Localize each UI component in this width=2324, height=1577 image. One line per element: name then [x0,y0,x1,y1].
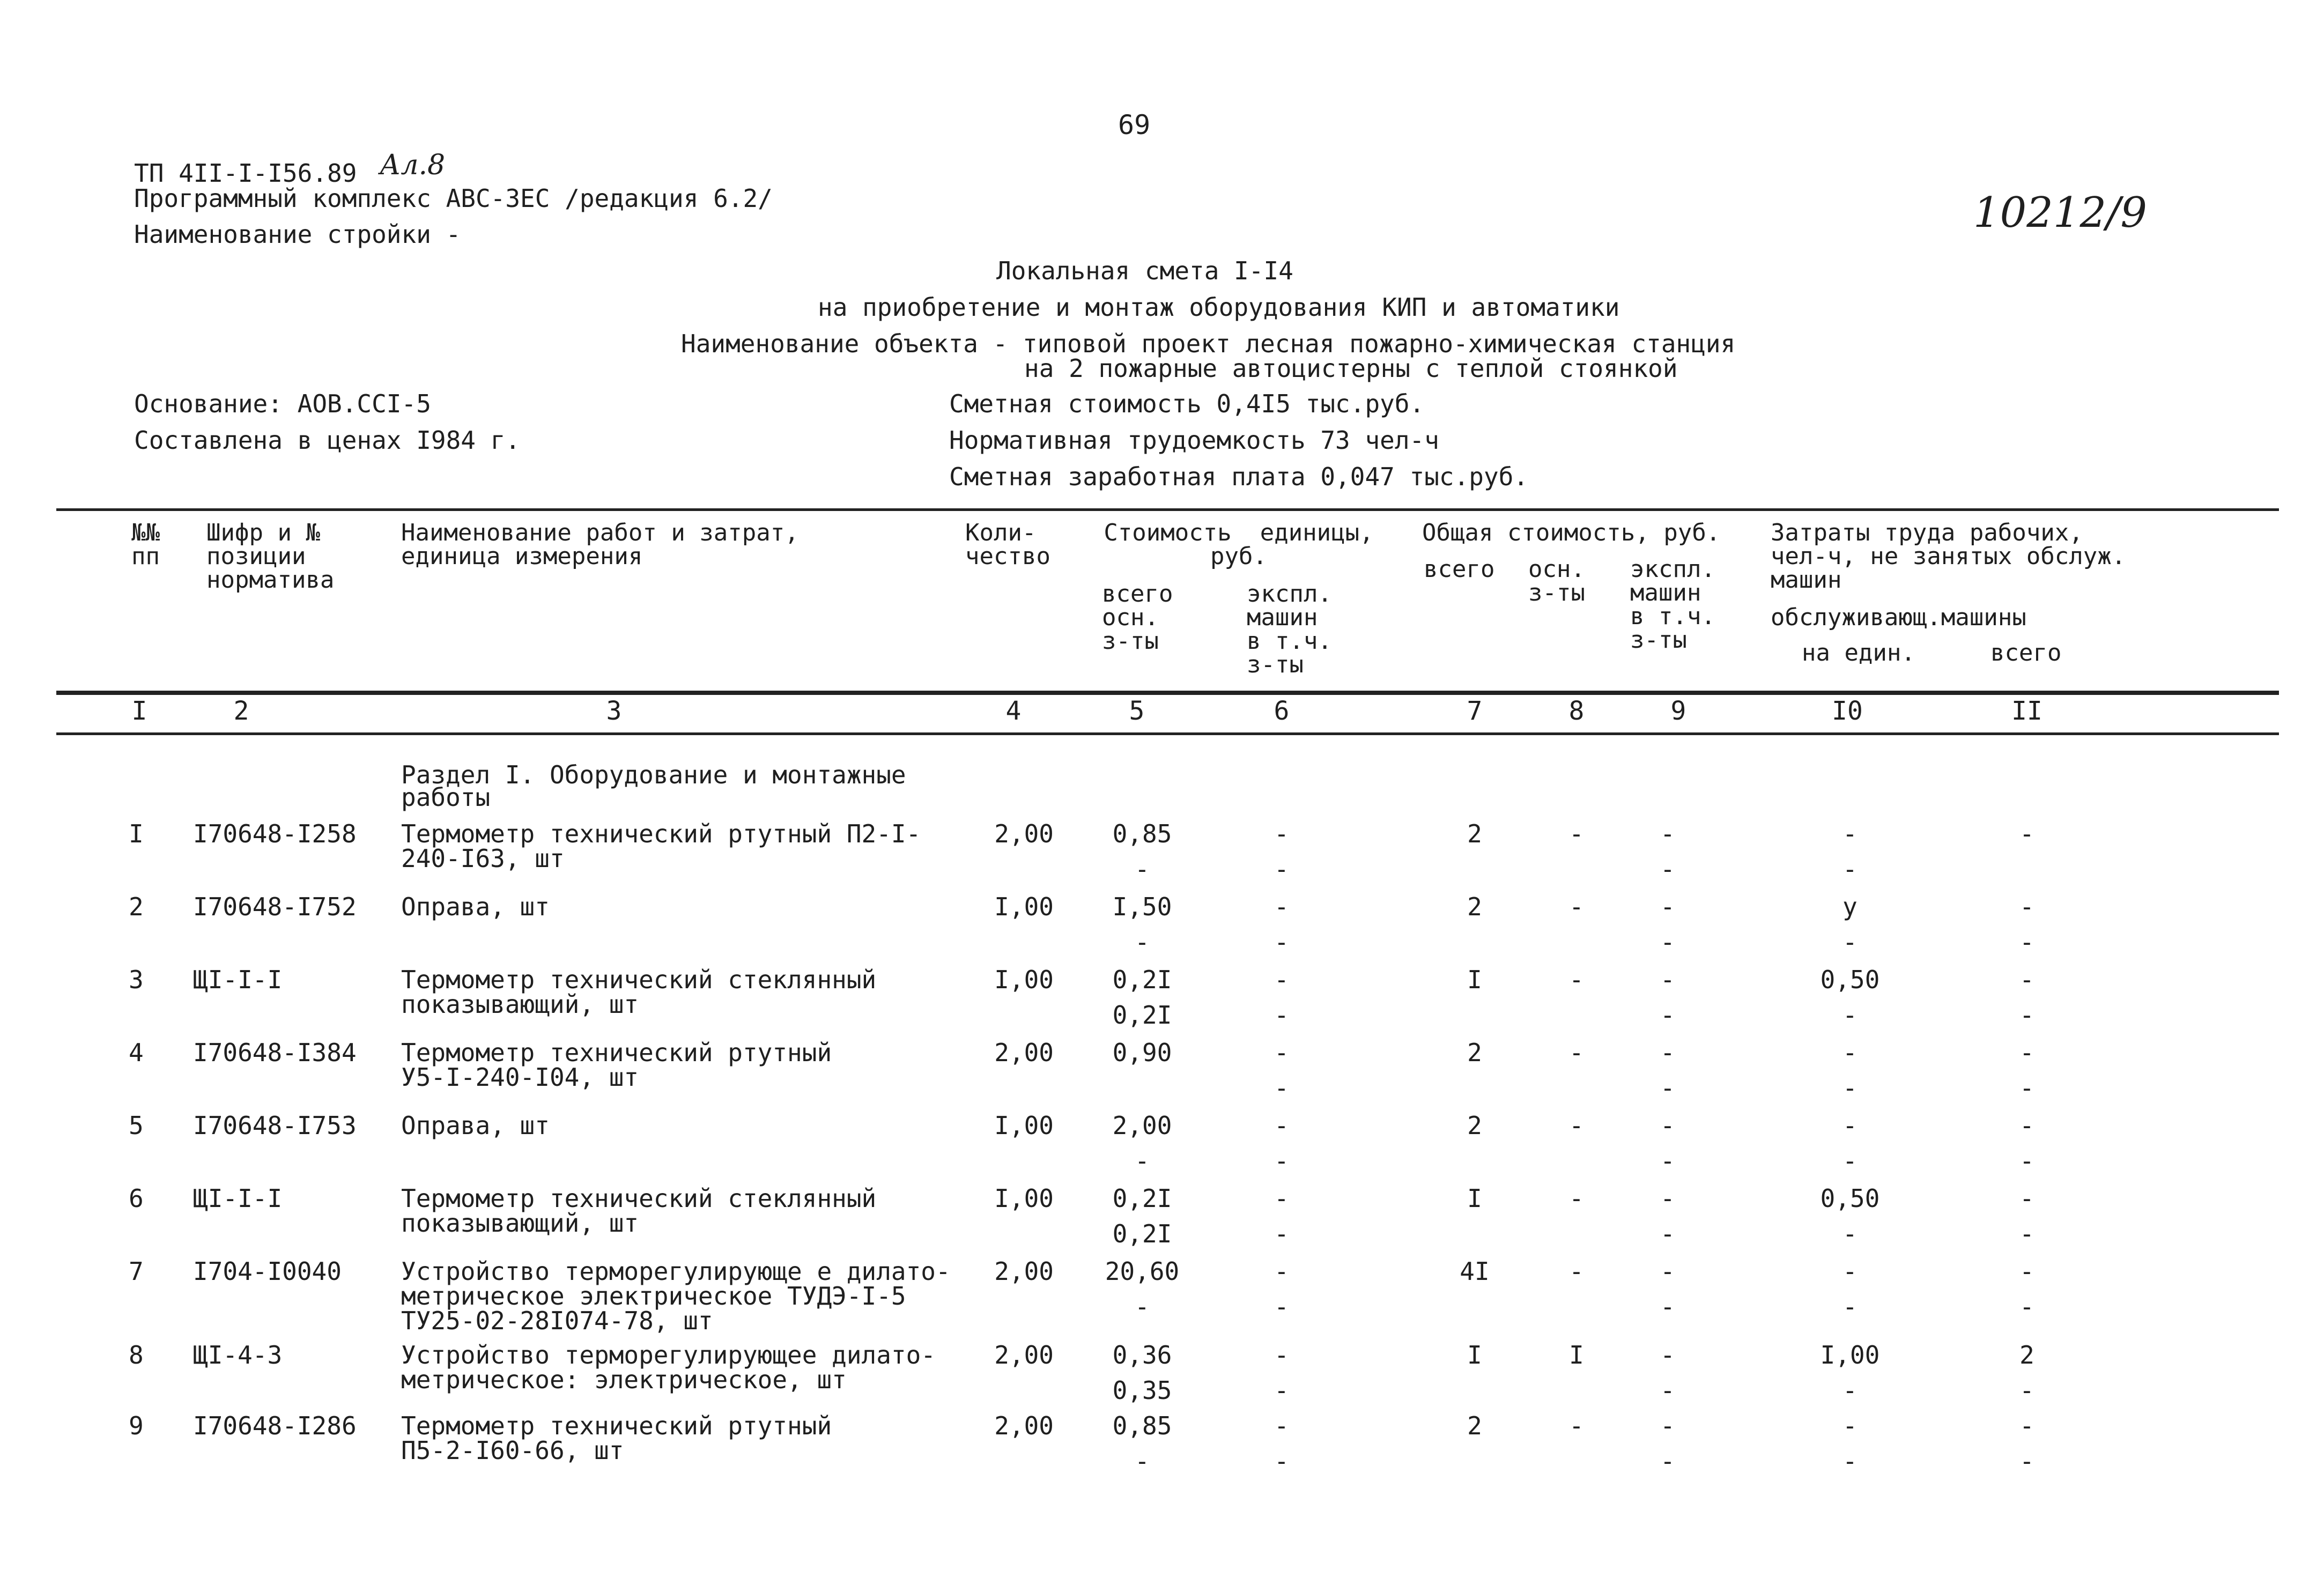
row-labor-total-machines: - [2019,1001,2034,1030]
row-labor-total: - [2019,1184,2034,1213]
row-labor-unit: - [1842,1038,1857,1067]
row-unit-total: I,50 [1112,892,1172,921]
row-total-machines: - [1660,1184,1675,1213]
row-name: Термометр технический стеклянный [401,1184,877,1213]
row-unit-machines: - [1274,1341,1289,1369]
row-total: 2 [1467,892,1482,921]
row-unit-total: 0,85 [1112,1411,1172,1440]
row-qty: 2,00 [994,1341,1054,1369]
row-number: 5 [129,1111,144,1140]
header-total-cost: Общая стоимость, руб. [1422,519,1721,546]
header-col2: Шифр и № позиции норматива [206,519,335,594]
row-labor-total-machines: - [2019,1292,2034,1321]
row-qty: I,00 [994,1111,1054,1140]
row-unit-machines-wages: - [1274,1292,1289,1321]
table-row [0,821,2324,891]
row-name: Оправа, шт [401,1111,550,1140]
row-unit-total: 20,60 [1105,1257,1180,1286]
header-top-rule [56,508,2279,511]
row-labor-total-machines: - [2019,1146,2034,1175]
row-name-cont: показывающий, шт [401,990,639,1019]
row-name: Устройство терморегулирующее дилато- [401,1341,936,1369]
row-unit-total: 0,85 [1112,819,1172,848]
header-col7: всего [1424,556,1495,583]
table-row [0,1343,2324,1412]
header-col6: экспл. машин в т.ч. з-ты [1247,580,1332,678]
row-unit-machines-wages: - [1274,1146,1289,1175]
row-total-machines: - [1660,1341,1675,1369]
header-labor-machines: обслуживающ.машины [1771,604,2026,631]
row-total-wages: - [1569,1184,1584,1213]
row-labor-unit: - [1842,1111,1857,1140]
row-labor-unit-machines: - [1842,1447,1857,1476]
row-code: I70648-I384 [193,1038,357,1067]
row-labor-unit-machines: - [1842,928,1857,957]
estimated-wages: Сметная заработная плата 0,047 тыс.руб. [949,462,1529,491]
row-name: Термометр технический стеклянный [401,965,877,994]
row-unit-machines: - [1274,892,1289,921]
basis-line: Основание: АОВ.ССI-5 [134,389,431,418]
column-number: 9 [1670,696,1686,726]
row-total-machines-wages: - [1660,1073,1675,1102]
row-unit-machines-wages: - [1274,1001,1289,1030]
row-code: I70648-I753 [193,1111,357,1140]
column-number: 2 [233,696,249,726]
row-labor-unit-machines: - [1842,1146,1857,1175]
row-code: I70648-I258 [193,819,357,848]
row-unit-wages: - [1135,1292,1150,1321]
row-total-wages: - [1569,1111,1584,1140]
row-name-cont: ТУ25-02-28I074-78, шт [401,1306,713,1335]
row-name-cont: метрическое: электрическое, шт [401,1365,847,1394]
row-unit-machines: - [1274,1111,1289,1140]
section-title: Раздел I. Оборудование и монтажные работы [401,760,906,812]
row-labor-total: - [2019,892,2034,921]
row-total-wages: I [1569,1341,1584,1369]
row-labor-total-machines: - [2019,1376,2034,1405]
row-labor-total-machines: - [2019,1447,2034,1476]
column-number: 7 [1467,696,1483,726]
table-row [0,1113,2324,1183]
row-total-wages: - [1569,819,1584,848]
row-name: Термометр технический ртутный П2-I- [401,819,921,848]
row-labor-unit: - [1842,819,1857,848]
row-labor-total-machines: - [2019,1219,2034,1248]
table-row [0,1186,2324,1256]
row-name: Термометр технический ртутный [401,1411,832,1440]
row-unit-wages: 0,2I [1112,1219,1172,1248]
object-name-line2: на 2 пожарные автоцистерны с теплой стоянкой [1024,354,1678,383]
row-total-machines-wages: - [1660,855,1675,884]
row-total-machines-wages: - [1660,1146,1675,1175]
row-name-cont: 240-I63, шт [401,844,565,873]
row-unit-wages: 0,2I [1112,1001,1172,1030]
row-qty: 2,00 [994,819,1054,848]
row-code: ЩI-I-I [193,965,283,994]
row-unit-machines: - [1274,965,1289,994]
software-line: Программный комплекс АВС-3ЕС /редакция 6.2/ [134,184,773,213]
header-bottom-rule [56,691,2279,695]
table-row [0,1413,2324,1483]
row-total-wages: - [1569,965,1584,994]
row-total: I [1467,965,1482,994]
row-qty: 2,00 [994,1257,1054,1286]
row-unit-machines: - [1274,819,1289,848]
row-qty: I,00 [994,892,1054,921]
row-code: ЩI-I-I [193,1184,283,1213]
row-code: I70648-I752 [193,892,357,921]
row-name-cont: показывающий, шт [401,1209,639,1238]
row-code: I704-I0040 [193,1257,342,1286]
object-name-line1: Наименование объекта - типовой проект лесная пожарно-химическая станция [681,329,1736,358]
table-row [0,894,2324,964]
row-unit-machines-wages: - [1274,1376,1289,1405]
archive-number-handwritten: 10212/9 [1973,189,2148,237]
row-unit-wages: 0,35 [1112,1376,1172,1405]
estimate-subtitle: на приобретение и монтаж оборудования КИП и автоматики [818,293,1620,322]
row-name: Термометр технический ртутный [401,1038,832,1067]
header-col9: экспл. машин в т.ч. з-ты [1630,556,1715,654]
row-labor-unit-machines: - [1842,1292,1857,1321]
estimate-title: Локальная смета I-I4 [996,256,1293,285]
row-name: Оправа, шт [401,892,550,921]
row-unit-total: 0,90 [1112,1038,1172,1067]
row-labor-total: - [2019,1411,2034,1440]
row-unit-machines: - [1274,1184,1289,1213]
row-total-machines: - [1660,1411,1675,1440]
row-total-wages: - [1569,1257,1584,1286]
row-qty: I,00 [994,1184,1054,1213]
table-row [0,1040,2324,1110]
header-labor: Затраты труда рабочих, чел-ч, не занятых обслуж. машин [1771,519,2126,594]
row-total: 2 [1467,1411,1482,1440]
row-number: I [129,819,144,848]
column-number: 5 [1129,696,1145,726]
row-total-machines: - [1660,819,1675,848]
row-total: 2 [1467,1038,1482,1067]
column-number: 8 [1568,696,1585,726]
header-col8: осн. з-ты [1528,556,1585,606]
row-labor-unit: - [1842,1411,1857,1440]
row-unit-machines-wages: - [1274,1073,1289,1102]
row-unit-wages: - [1135,1146,1150,1175]
header-unit-cost: Стоимость единицы, руб. [1104,519,1374,570]
row-total-wages: - [1569,1038,1584,1067]
row-number: 6 [129,1184,144,1213]
row-code: ЩI-4-3 [193,1341,283,1369]
row-total: 2 [1467,1111,1482,1140]
column-number: I0 [1832,696,1863,726]
row-name-cont: У5-I-240-I04, шт [401,1063,639,1092]
row-total-machines-wages: - [1660,1001,1675,1030]
header-col5: всего осн. з-ты [1102,580,1173,655]
row-labor-unit: 0,50 [1820,965,1880,994]
row-labor-total: - [2019,1111,2034,1140]
row-labor-unit-machines: - [1842,1001,1857,1030]
row-labor-total: - [2019,819,2034,848]
header-col10: на един. [1802,639,1915,667]
row-unit-total: 0,36 [1112,1341,1172,1369]
row-number: 8 [129,1341,144,1369]
row-labor-total: 2 [2019,1341,2034,1369]
row-total-machines: - [1660,892,1675,921]
row-total-machines: - [1660,1111,1675,1140]
row-total: I [1467,1341,1482,1369]
row-number: 9 [129,1411,144,1440]
row-total: I [1467,1184,1482,1213]
row-unit-machines-wages: - [1274,855,1289,884]
row-labor-unit-machines: - [1842,1219,1857,1248]
doc-code: ТП 4II-I-I56.89 [134,159,357,188]
column-number: 4 [1005,696,1022,726]
page-number: 69 [1118,109,1151,140]
row-total-machines-wages: - [1660,1376,1675,1405]
row-total-machines: - [1660,1038,1675,1067]
row-unit-total: 0,2I [1112,1184,1172,1213]
row-qty: 2,00 [994,1411,1054,1440]
row-number: 2 [129,892,144,921]
row-name-cont: П5-2-I60-66, шт [401,1436,624,1465]
row-unit-machines-wages: - [1274,1219,1289,1248]
row-labor-unit: - [1842,1257,1857,1286]
row-qty: 2,00 [994,1038,1054,1067]
column-number: II [2011,696,2042,726]
row-unit-wages: - [1135,855,1150,884]
table-row [0,1259,2324,1339]
column-number: 3 [606,696,622,726]
row-labor-unit: 0,50 [1820,1184,1880,1213]
row-total: 4I [1460,1257,1490,1286]
column-numbers-rule [56,732,2279,735]
row-labor-total-machines: - [2019,1073,2034,1102]
row-labor-unit: у [1842,892,1857,921]
row-labor-total: - [2019,1257,2034,1286]
row-name-cont: метрическое электрическое ТУДЭ-I-5 [401,1282,906,1311]
row-unit-machines: - [1274,1411,1289,1440]
row-total: 2 [1467,819,1482,848]
row-unit-machines: - [1274,1038,1289,1067]
row-number: 3 [129,965,144,994]
row-unit-machines: - [1274,1257,1289,1286]
header-col11: всего [1990,639,2062,667]
row-name: Устройство терморегулирующе е дилато- [401,1257,951,1286]
row-unit-machines-wages: - [1274,1447,1289,1476]
row-labor-unit-machines: - [1842,1376,1857,1405]
row-unit-wages: - [1135,928,1150,957]
row-code: I70648-I286 [193,1411,357,1440]
row-labor-total-machines: - [2019,928,2034,957]
row-total-machines-wages: - [1660,1292,1675,1321]
row-number: 7 [129,1257,144,1286]
row-labor-unit: I,00 [1820,1341,1880,1369]
stroyka-label: Наименование стройки - [134,220,461,249]
row-number: 4 [129,1038,144,1067]
column-number: 6 [1274,696,1290,726]
row-total-machines-wages: - [1660,928,1675,957]
row-labor-unit-machines: - [1842,855,1857,884]
column-number: I [131,696,147,726]
row-labor-total: - [2019,965,2034,994]
table-row [0,967,2324,1037]
row-labor-unit-machines: - [1842,1073,1857,1102]
header-col3: Наименование работ и затрат, единица измерения [401,519,799,570]
row-total-wages: - [1569,892,1584,921]
row-total-machines-wages: - [1660,1219,1675,1248]
doc-code-handwritten: Ал.8 [380,149,446,181]
prices-line: Составлена в ценах I984 г. [134,426,521,455]
row-total-machines: - [1660,965,1675,994]
row-unit-wages: - [1135,1447,1150,1476]
row-labor-total: - [2019,1038,2034,1067]
row-total-machines-wages: - [1660,1447,1675,1476]
row-unit-total: 0,2I [1112,965,1172,994]
row-unit-machines-wages: - [1274,928,1289,957]
row-total-machines: - [1660,1257,1675,1286]
header-col1: №№ пп [131,519,160,570]
header-col4: Коли- чество [965,519,1050,570]
labor-intensity: Нормативная трудоемкость 73 чел-ч [949,426,1439,455]
row-unit-total: 2,00 [1112,1111,1172,1140]
estimated-cost: Сметная стоимость 0,4I5 тыс.руб. [949,389,1425,418]
row-total-wages: - [1569,1411,1584,1440]
row-qty: I,00 [994,965,1054,994]
